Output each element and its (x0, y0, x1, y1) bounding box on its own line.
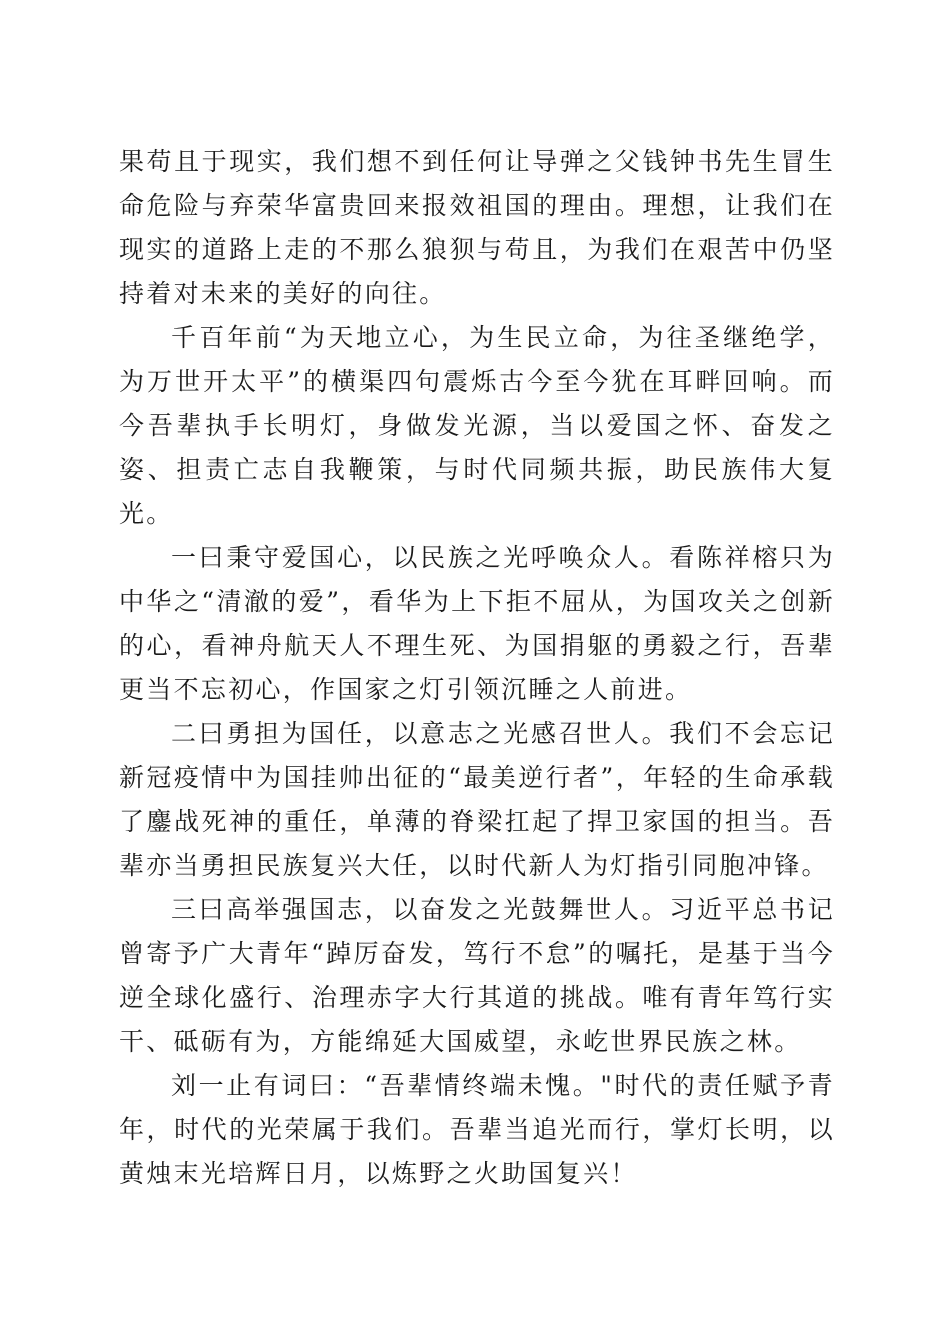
paragraph: 三曰高举强国志，以奋发之光鼓舞世人。习近平总书记曾寄予广大青年“踔厉奋发，笃行不怠”的嘱托，是基于当今逆全球化盛行、治理赤字大行其道的挑战。唯有青年笃行实干、砥砺有为，方能绵延大国威望，永屹世界民族之林。 (119, 895, 835, 1056)
paragraph: 二曰勇担为国任，以意志之光感召世人。我们不会忘记新冠疫情中为国挂帅出征的“最美逆行者”，年轻的生命承载了鏖战死神的重任，单薄的脊梁扛起了捍卫家国的担当。吾辈亦当勇担民族复兴大任，以时代新人为灯指引同胞冲锋。 (119, 719, 835, 880)
paragraph: 一曰秉守爱国心，以民族之光呼唤众人。看陈祥榕只为中华之“清澈的爱”，看华为上下拒不屈从，为国攻关之创新的心，看神舟航天人不理生死、为国捐躯的勇毅之行，吾辈更当不忘初心，作国家之灯引领沉睡之人前进。 (119, 543, 835, 704)
paragraph: 刘一止有词曰：“吾辈情终端未愧。"时代的责任赋予青年，时代的光荣属于我们。吾辈当追光而行，掌灯长明，以黄烛末光培辉日月，以炼野之火助国复兴！ (119, 1071, 835, 1188)
paragraph: 千百年前“为天地立心，为生民立命，为往圣继绝学，为万世开太平”的横渠四句震烁古今至今犹在耳畔回响。而今吾辈执手长明灯，身做发光源，当以爱国之怀、奋发之姿、担责亡志自我鞭策，与时代同频共振，助民族伟大复光。 (119, 323, 835, 528)
paragraph-continuation: 果苟且于现实，我们想不到任何让导弹之父钱钟书先生冒生命危险与弃荣华富贵回来报效祖国的理由。理想，让我们在现实的道路上走的不那么狼狈与苟且，为我们在艰苦中仍坚持着对未来的美好的向往。 (119, 147, 835, 308)
document-body (119, 140, 835, 1196)
